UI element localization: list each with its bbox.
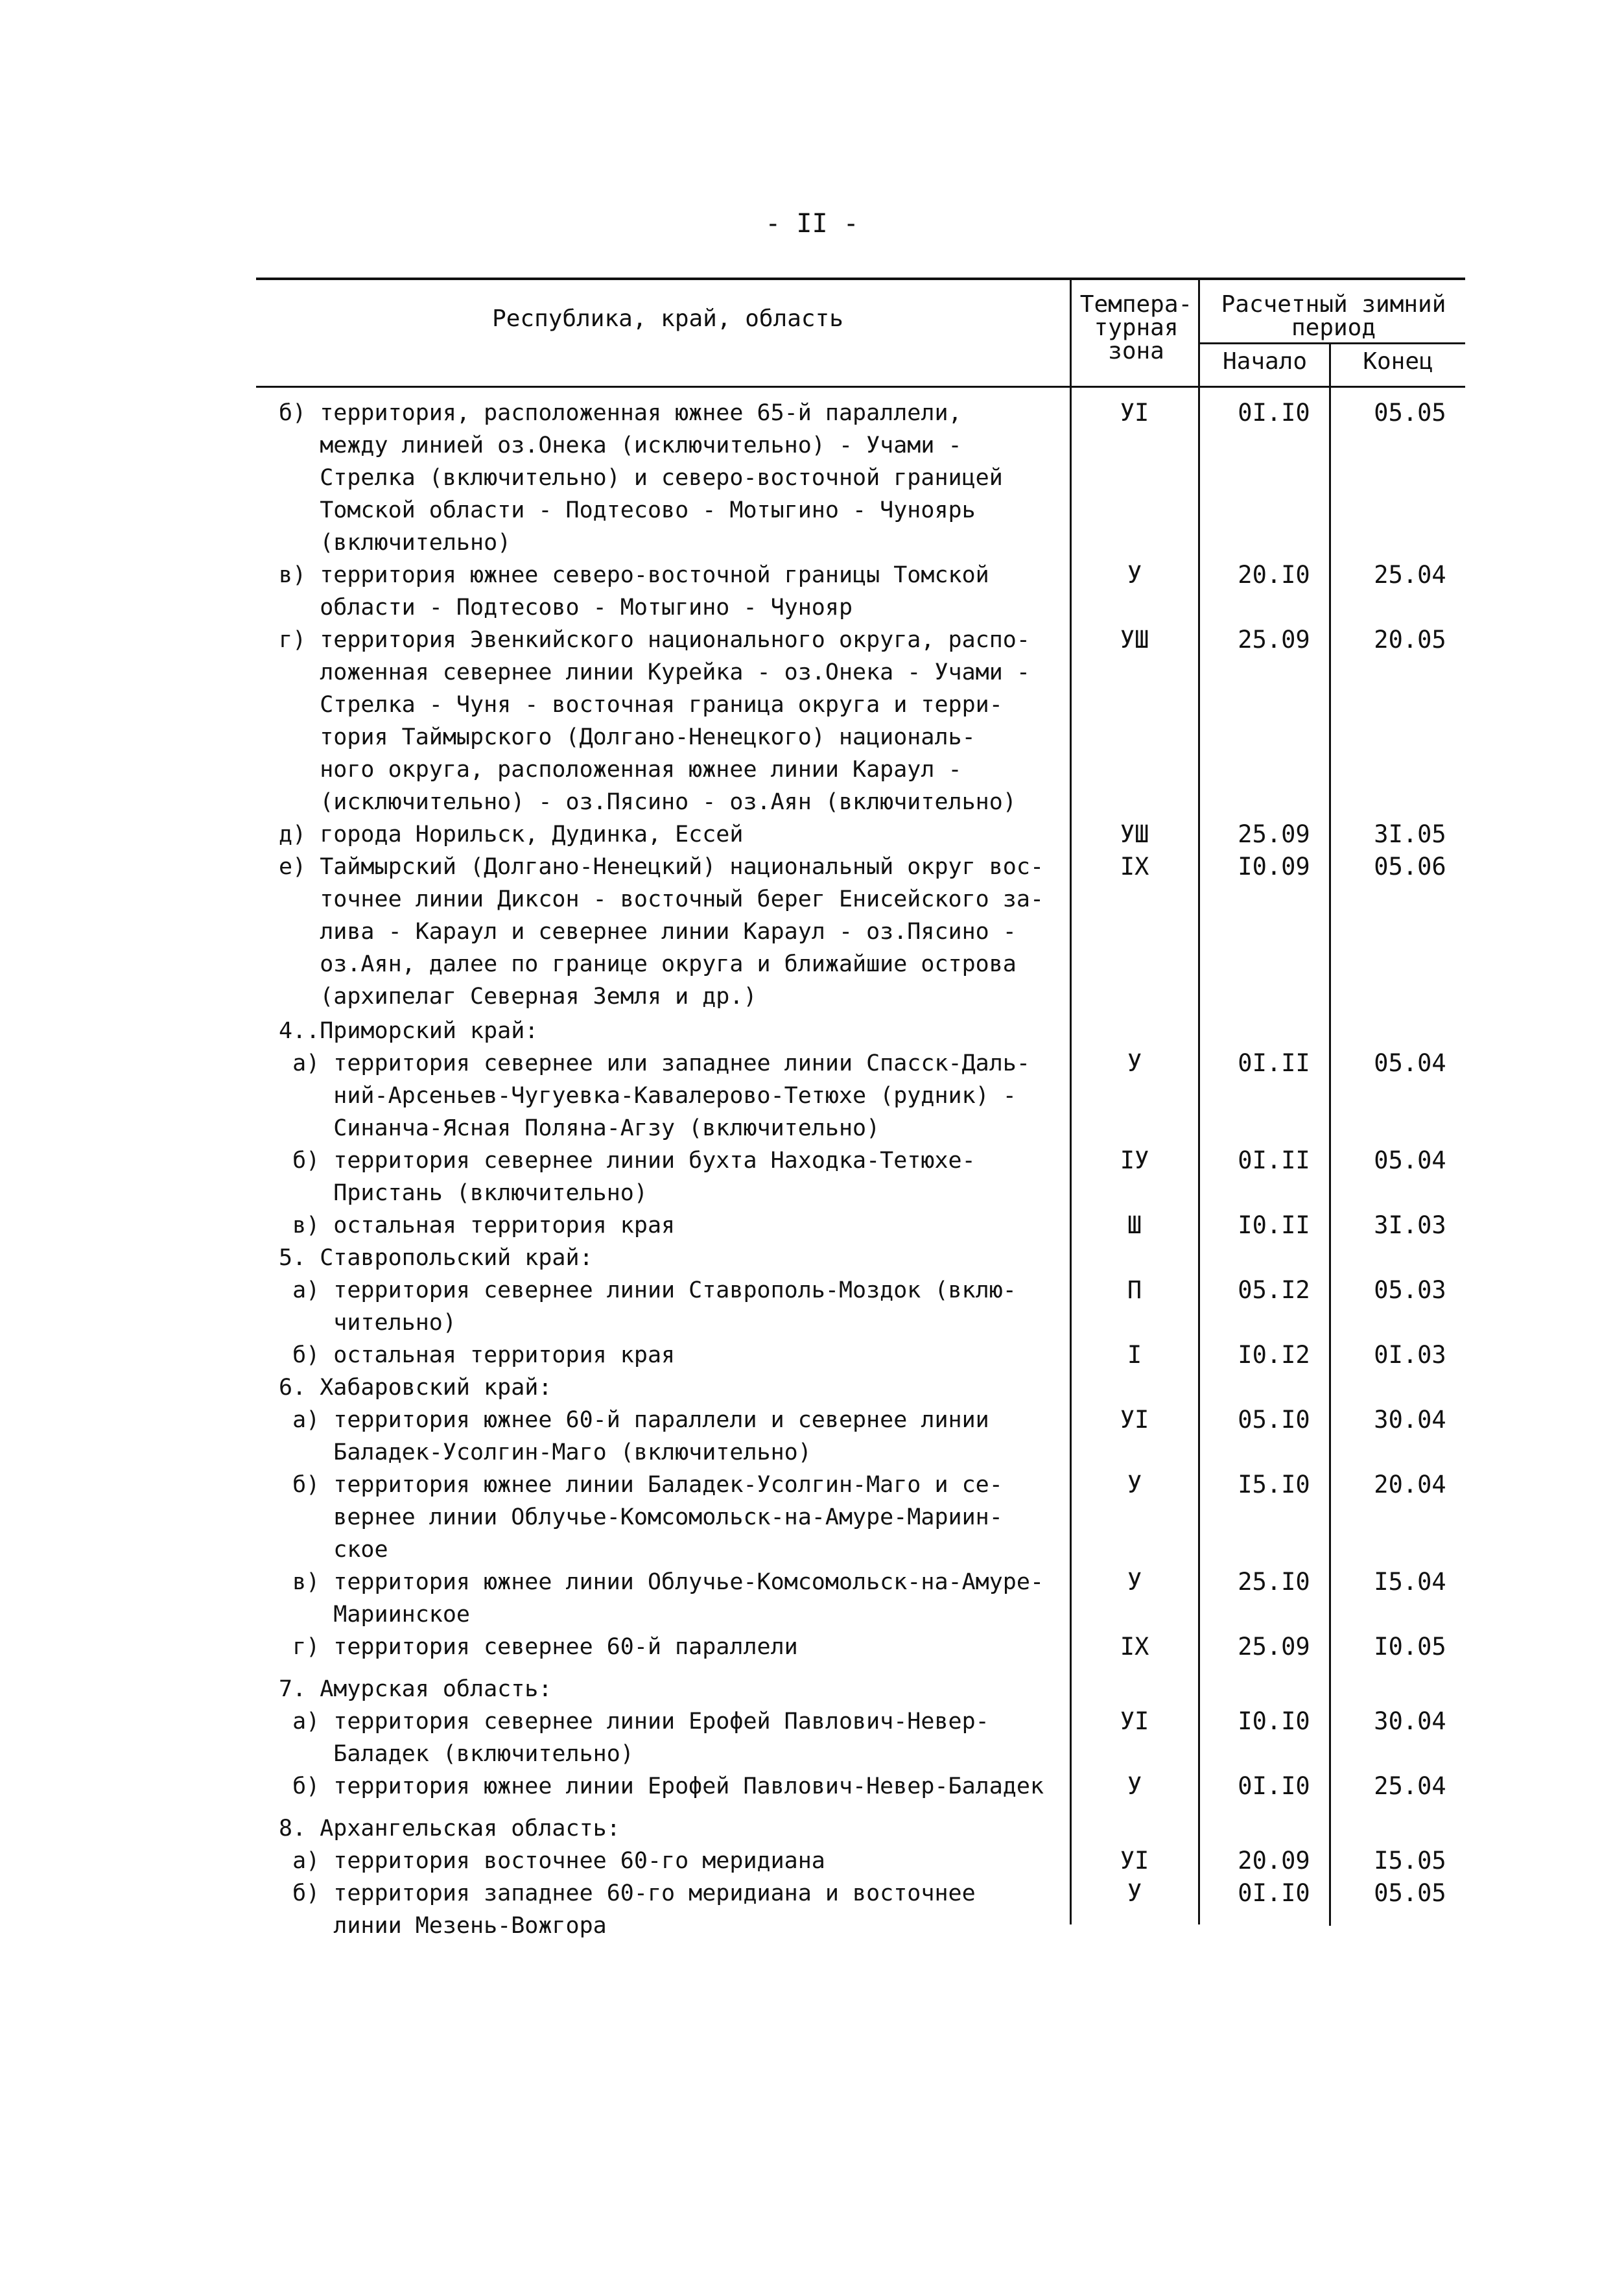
- row-start-date: 25.09: [1238, 820, 1310, 848]
- row-zone: IX: [1120, 1633, 1149, 1661]
- row-text: б) территория, расположенная южнее 65-й параллели, между линией оз.Онека (исключительно) - Учами - Стрелка (включительно) и северо-восточной границей Томской области - Подтесово - Мотыгино - Чуноярь (включительно): [279, 400, 1003, 556]
- row-text: а) территория севернее или западнее линии Спасск-Даль- ний-Арсеньев-Чугуевка-Кавалерово-Тетюхе (рудник) - Синанча-Ясная Поляна-Агзу (включительно): [292, 1050, 1030, 1141]
- row-end-date: I5.04: [1374, 1568, 1446, 1596]
- row-end-date: 30.04: [1374, 1707, 1446, 1735]
- row-zone: УШ: [1120, 820, 1149, 848]
- row-text: б) остальная территория края: [279, 1342, 676, 1368]
- row-text: в) остальная территория края: [279, 1213, 676, 1238]
- row-start-date: I0.I0: [1238, 1707, 1310, 1735]
- row-start-date: 05.I2: [1238, 1276, 1310, 1304]
- header-zone: Темпера- турная зона: [1079, 291, 1193, 364]
- row-start-date: 0I.I0: [1238, 399, 1310, 427]
- table-top-rule: [256, 278, 1465, 280]
- row-start-date: I0.09: [1238, 853, 1310, 881]
- row-start-date: 25.I0: [1238, 1568, 1310, 1596]
- period-sub-rule: [1198, 342, 1465, 344]
- row-end-date: 05.03: [1374, 1276, 1446, 1304]
- row-text: г) территория Эвенкийского национального округа, распо- ложенная севернее линии Курейка - оз.Онека - Учами - Стрелка - Чуня - восточная граница округа и терри- тория Таймырского (Долгано-Ненецкого) националь- ного округа, расположенная южнее линии Караул - (исключительно) - оз.Пясино - оз.Аян (включительно): [279, 627, 1030, 815]
- row-text: а) территория севернее линии Ставрополь-Моздок (вклю- чительно): [292, 1277, 1017, 1336]
- row-start-date: 0I.I0: [1238, 1879, 1310, 1907]
- row-zone: У: [1127, 1471, 1142, 1498]
- row-zone: УШ: [1120, 626, 1149, 654]
- row-zone: IУ: [1120, 1146, 1149, 1174]
- row-end-date: 0I.03: [1374, 1341, 1446, 1369]
- row-end-date: 3I.03: [1374, 1211, 1446, 1239]
- row-end-date: I0.05: [1374, 1633, 1446, 1661]
- row-text: а) территория севернее линии Ерофей Павлович-Невер- Баладек (включительно): [292, 1709, 989, 1767]
- row-start-date: 20.I0: [1238, 561, 1310, 589]
- row-end-date: 30.04: [1374, 1406, 1446, 1434]
- row-zone: П: [1127, 1276, 1142, 1304]
- row-text: 7. Амурская область:: [279, 1676, 552, 1702]
- row-end-date: 20.04: [1374, 1471, 1446, 1498]
- row-zone: УI: [1120, 399, 1149, 427]
- row-text: б) территория севернее линии бухта Находка-Тетюхе- Пристань (включительно): [292, 1148, 976, 1206]
- row-zone: У: [1127, 1879, 1142, 1907]
- row-zone: I: [1127, 1341, 1142, 1369]
- row-start-date: 0I.I0: [1238, 1772, 1310, 1800]
- header-end: Конец: [1363, 348, 1433, 375]
- row-zone: УI: [1120, 1847, 1149, 1875]
- header-period: Расчетный зимний период: [1221, 291, 1446, 341]
- row-text: в) территория южнее линии Облучье-Комсомольск-на-Амуре- Мариинское: [292, 1569, 1044, 1628]
- row-start-date: I0.II: [1238, 1211, 1310, 1239]
- row-end-date: 3I.05: [1374, 820, 1446, 848]
- row-text: б) территория южнее линии Баладек-Усолгин-Маго и се- вернее линии Облучье-Комсомольск-на-Амуре-Мариин- ское: [292, 1472, 1003, 1563]
- period-column-divider: [1198, 278, 1200, 1924]
- header-bottom-rule: [256, 386, 1465, 388]
- row-text: 5. Ставропольский край:: [279, 1245, 593, 1271]
- row-zone: Ш: [1127, 1211, 1142, 1239]
- row-zone: У: [1127, 1049, 1142, 1077]
- header-start: Начало: [1222, 348, 1308, 375]
- row-start-date: 20.09: [1238, 1847, 1310, 1875]
- row-text: д) города Норильск, Дудинка, Ессей: [279, 822, 744, 847]
- row-text: а) территория южнее 60-й параллели и севернее линии Баладек-Усолгин-Маго (включительно): [292, 1407, 989, 1465]
- row-start-date: 0I.II: [1238, 1146, 1310, 1174]
- row-start-date: 05.I0: [1238, 1406, 1310, 1434]
- header-region: Республика, край, область: [492, 305, 843, 332]
- row-end-date: 05.04: [1374, 1146, 1446, 1174]
- row-start-date: 25.09: [1238, 626, 1310, 654]
- row-text: б) территория западнее 60-го меридиана и восточнее линии Мезень-Вожгора: [292, 1880, 976, 1939]
- row-start-date: I5.I0: [1238, 1471, 1310, 1498]
- row-end-date: 25.04: [1374, 561, 1446, 589]
- row-end-date: 25.04: [1374, 1772, 1446, 1800]
- row-end-date: 05.05: [1374, 1879, 1446, 1907]
- row-zone: У: [1127, 1568, 1142, 1596]
- row-start-date: 0I.II: [1238, 1049, 1310, 1077]
- row-text: 8. Архангельская область:: [279, 1816, 620, 1841]
- row-text: 6. Хабаровский край:: [279, 1375, 552, 1401]
- row-end-date: I5.05: [1374, 1847, 1446, 1875]
- row-text: 4..Приморский край:: [279, 1018, 539, 1044]
- row-zone: УI: [1120, 1707, 1149, 1735]
- row-text: г) территория севернее 60-й параллели: [279, 1634, 798, 1660]
- row-zone: УI: [1120, 1406, 1149, 1434]
- row-end-date: 05.06: [1374, 853, 1446, 881]
- row-end-date: 20.05: [1374, 626, 1446, 654]
- row-start-date: 25.09: [1238, 1633, 1310, 1661]
- row-text: е) Таймырский (Долгано-Ненецкий) национальный округ вос- точнее линии Диксон - восточный берег Енисейского за- лива - Караул и севернее линии Караул - оз.Пясино - оз.Аян, далее по границе округа и ближайшие острова (архипелаг Северная Земля и др.): [279, 854, 1044, 1010]
- row-end-date: 05.04: [1374, 1049, 1446, 1077]
- row-zone: IX: [1120, 853, 1149, 881]
- page-number: - II -: [765, 209, 859, 239]
- row-end-date: 05.05: [1374, 399, 1446, 427]
- row-text: б) территория южнее линии Ерофей Павлович-Невер-Баладек: [279, 1773, 1044, 1799]
- row-zone: У: [1127, 561, 1142, 589]
- row-text: в) территория южнее северо-восточной границы Томской области - Подтесово - Мотыгино - Чунояр: [279, 562, 989, 621]
- row-zone: У: [1127, 1772, 1142, 1800]
- row-start-date: I0.I2: [1238, 1341, 1310, 1369]
- row-text: а) территория восточнее 60-го меридиана: [279, 1848, 825, 1874]
